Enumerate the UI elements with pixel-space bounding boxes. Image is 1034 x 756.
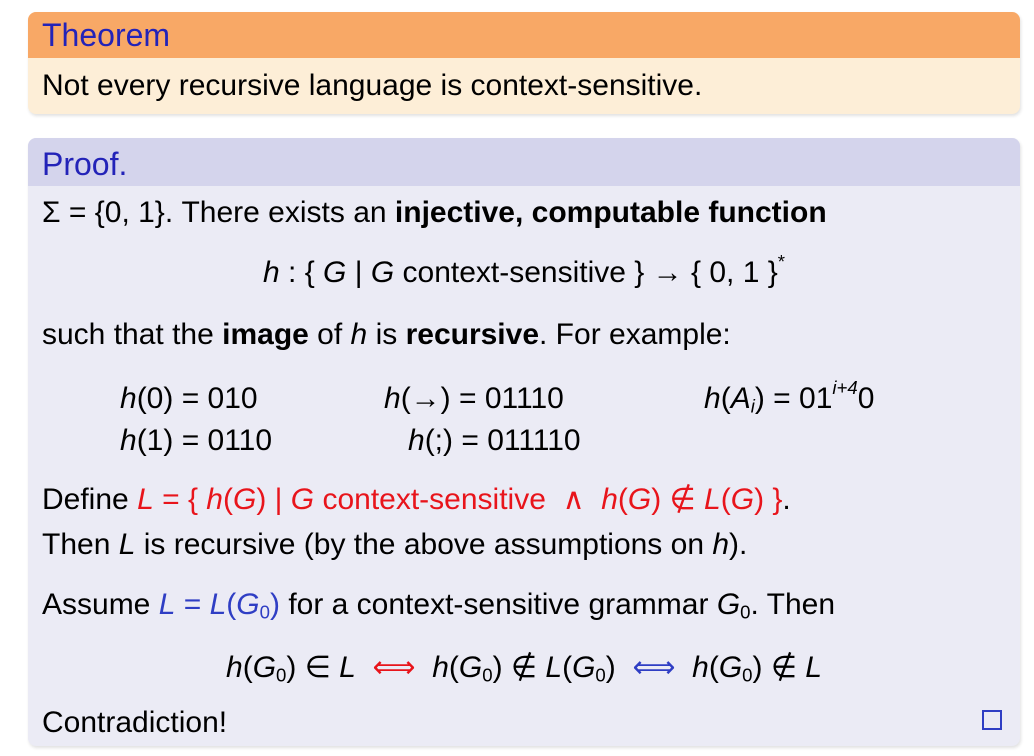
contradiction-text: Contradiction!	[42, 706, 228, 739]
formula-h	[28, 251, 1020, 290]
define-line	[42, 482, 791, 517]
h-symbol: h	[350, 318, 368, 351]
proof-block	[28, 138, 1020, 746]
example-h-arrow: h(→) = 01110	[384, 382, 564, 415]
example-h-semicolon: h(;) = 011110	[408, 424, 581, 457]
assume-prefix: Assume	[42, 588, 159, 621]
assume-formula: $L = L(G_0)$	[158, 588, 280, 623]
theorem-statement: Not every recursive language is context-sensitive.	[42, 69, 703, 102]
proof-line-alphabet	[42, 196, 827, 230]
text-fragment: such that the	[42, 318, 223, 351]
define-prefix: Define	[42, 483, 138, 516]
theorem-block	[28, 12, 1020, 114]
injective-function-term: injective, computable function	[394, 196, 827, 229]
equivalence-chain: $h(G_0)$ ∈ L ⟺ $h(G_0)$ ∉ $L(G_0)$ ⟺ $h(G_0)$ ∉ L	[226, 651, 822, 686]
proof-heading: Proof.	[28, 138, 1020, 186]
formula-h-display: h : { G | G context-sensitive } → { 0, 1 }*	[263, 251, 785, 289]
text-fragment: of	[308, 318, 351, 351]
alphabet-text: Σ = {0, 1}. There exists an	[42, 196, 395, 229]
then-line: Then L is recursive (by the above assumptions on h).	[42, 528, 748, 561]
example-h-ai: $h(A_i) = 01^{i+4}0$	[704, 377, 875, 417]
define-formula: L = { h(G) | G context-sensitive ∧ h(G) ∉ L(G) }	[137, 483, 783, 516]
text-fragment: is	[367, 318, 406, 351]
iff-arrow-red: ⟺	[372, 651, 416, 684]
proof-line-image	[42, 318, 731, 352]
text-fragment: . For example:	[539, 318, 731, 351]
assume-line: Assume $L = L(G_0)$ for a context-sensitive grammar $G_0$. Then	[42, 588, 836, 623]
example-h1: h(1) = 0110	[120, 424, 273, 457]
iff-arrow-blue: ⟺	[632, 651, 676, 684]
example-h0: h(0) = 010	[120, 382, 258, 415]
recursive-term: recursive	[405, 318, 540, 351]
define-suffix: .	[782, 483, 791, 516]
theorem-heading: Theorem	[28, 12, 1020, 58]
image-term: image	[222, 318, 309, 351]
square-icon	[982, 710, 1002, 730]
